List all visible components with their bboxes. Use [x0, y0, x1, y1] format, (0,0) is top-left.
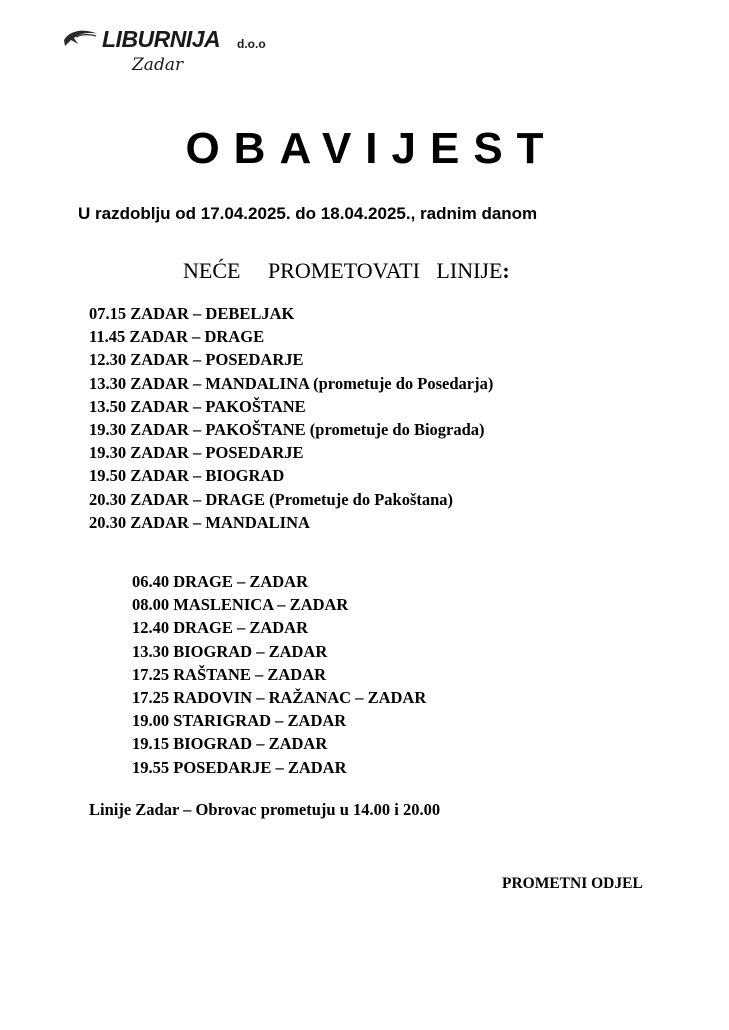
list-item: 19.30 ZADAR – PAKOŠTANE (prometuje do Biograda)	[89, 420, 485, 440]
subtitle-colon: :	[502, 258, 510, 283]
list-item: 19.50 ZADAR – BIOGRAD	[89, 466, 285, 486]
list-item: 17.25 RADOVIN – RAŽANAC – ZADAR	[132, 688, 427, 708]
list-item: 20.30 ZADAR – DRAGE (Prometuje do Pakoštana)	[89, 489, 454, 509]
logo-company-suffix: d.o.o	[237, 37, 266, 51]
list-item: 13.50 ZADAR – PAKOŠTANE	[89, 396, 306, 416]
list-item: 08.00 MASLENICA – ZADAR	[132, 595, 349, 615]
logo-company-name: LIBURNIJA	[102, 26, 221, 52]
list-item: 11.45 ZADAR – DRAGE	[89, 327, 265, 347]
signature: PROMETNI ODJEL	[502, 875, 643, 892]
list-item: 17.25 RAŠTANE – ZADAR	[132, 664, 327, 684]
list-item: 13.30 ZADAR – MANDALINA (prometuje do Posedarja)	[89, 373, 494, 393]
notice-intro: U razdoblju od 17.04.2025. do 18.04.2025., radnim danom	[78, 204, 538, 223]
notice-title: OBAVIJEST	[185, 124, 558, 173]
cancelled-departures-from-zadar	[89, 302, 493, 534]
list-item: 12.40 DRAGE – ZADAR	[132, 618, 309, 638]
list-item: 06.40 DRAGE – ZADAR	[132, 572, 309, 591]
list-item: 12.30 ZADAR – POSEDARJE	[89, 350, 304, 370]
list-item: 07.15 ZADAR – DEBELJAK	[89, 304, 295, 323]
list-item: 19.55 POSEDARJE – ZADAR	[132, 757, 347, 777]
list-item: 13.30 BIOGRAD – ZADAR	[132, 641, 328, 661]
list-item: 19.15 BIOGRAD – ZADAR	[132, 734, 328, 754]
obrovac-line-note: Linije Zadar – Obrovac prometuju u 14.00 i 20.00	[89, 800, 441, 819]
cancelled-departures-to-zadar	[132, 570, 426, 779]
list-item: 19.30 ZADAR – POSEDARJE	[89, 443, 304, 463]
logo-city: Zadar	[132, 55, 184, 75]
dolphin-icon	[62, 24, 104, 54]
notice-subtitle	[183, 258, 510, 284]
subtitle-text: NEĆE PROMETOVATI LINIJE	[183, 258, 503, 283]
company-logo	[62, 22, 292, 86]
list-item: 20.30 ZADAR – MANDALINA	[89, 512, 310, 532]
list-item: 19.00 STARIGRAD – ZADAR	[132, 711, 347, 731]
